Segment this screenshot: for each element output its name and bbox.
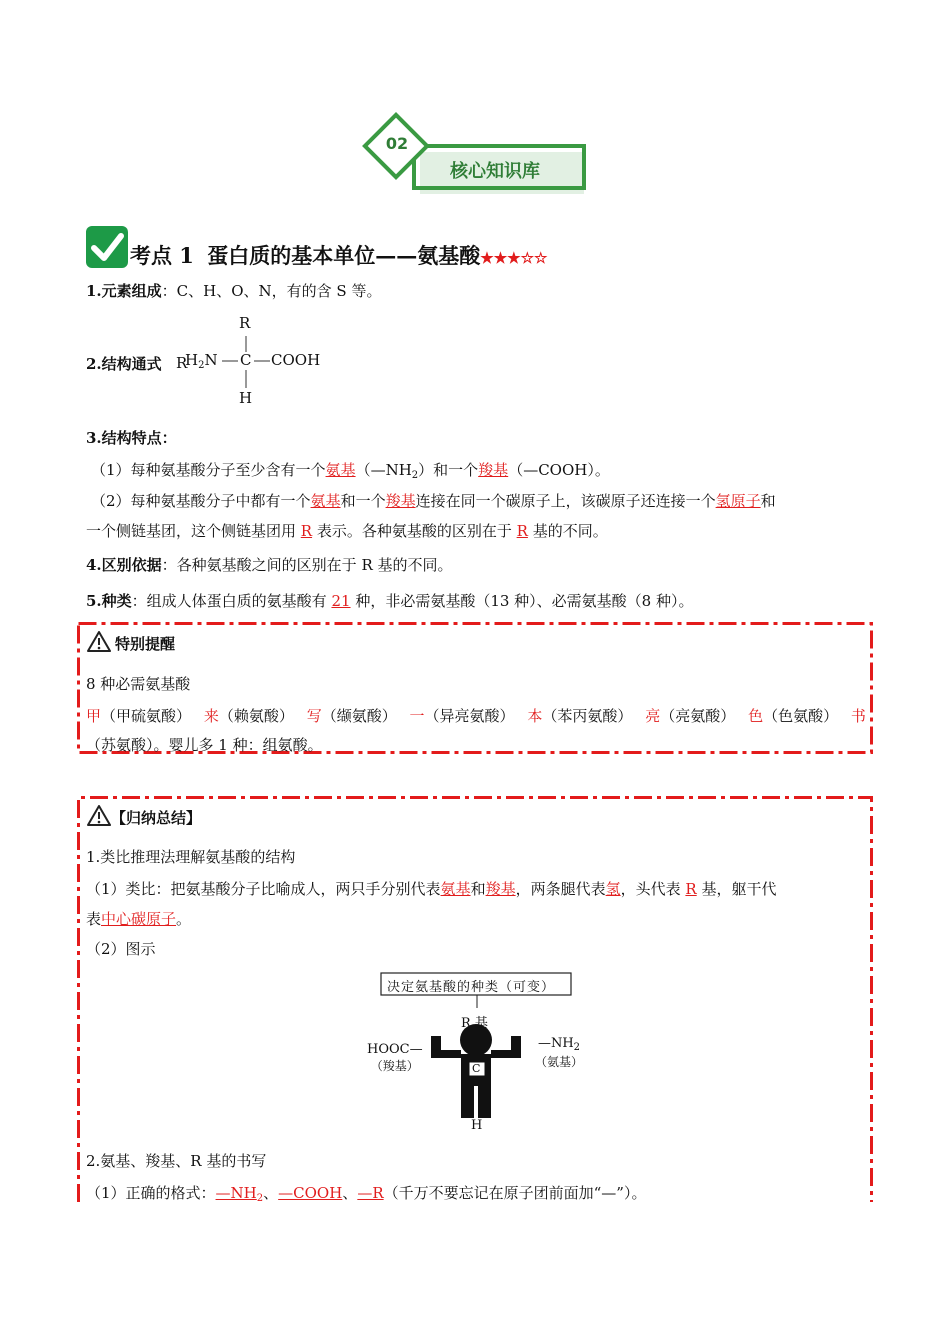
mnemonic-key: 甲 bbox=[86, 707, 102, 725]
mnemonic-item bbox=[645, 705, 735, 726]
mnemonic-value: （赖氨酸） bbox=[218, 707, 294, 725]
answer: —R bbox=[357, 1184, 384, 1202]
text: ：C、H、O、N，有的含 S 等。 bbox=[161, 282, 382, 300]
answer: 羧基 bbox=[485, 880, 516, 898]
formula-label: 2.结构通式 bbox=[86, 355, 162, 373]
fig-h: H bbox=[471, 1118, 483, 1133]
tip-mnemonic bbox=[86, 705, 866, 726]
mnemonic-item bbox=[86, 705, 191, 726]
label: 5.种类 bbox=[86, 592, 132, 610]
formula-h2n bbox=[185, 351, 218, 371]
answer bbox=[216, 1184, 264, 1202]
t: 表示。各种氨基酸的区别在于 bbox=[312, 522, 517, 540]
sub: 2 bbox=[573, 1042, 581, 1053]
badge-title: 核心知识库 bbox=[450, 161, 540, 182]
tip-line3: （苏氨酸）。婴儿多 1 种：组氨酸。 bbox=[86, 736, 323, 754]
summary-p5: 2.氨基、羧基、R 基的书写 bbox=[86, 1152, 267, 1170]
t: 连接在同一个碳原子上，该碳原子还连接一个 bbox=[415, 492, 716, 510]
t: ）和一个 bbox=[418, 461, 479, 479]
mnemonic-key: 一 bbox=[409, 707, 425, 725]
t: 表 bbox=[86, 910, 102, 928]
t: （—COOH）。 bbox=[508, 461, 610, 479]
fig-nh2 bbox=[535, 1036, 583, 1070]
fig-cooh bbox=[367, 1042, 423, 1074]
t: 和 bbox=[760, 492, 776, 510]
mnemonic-value: （甲硫氨酸） bbox=[101, 707, 192, 725]
heading-title: 蛋白质的基本单位——氨基酸 bbox=[207, 243, 481, 268]
fig-c: C bbox=[472, 1062, 481, 1075]
mnemonic-key: 来 bbox=[203, 707, 219, 725]
t: —NH bbox=[215, 1184, 257, 1202]
t: 2 bbox=[411, 470, 419, 481]
t: 、 bbox=[263, 1184, 279, 1202]
label: 4.区别依据 bbox=[86, 556, 162, 574]
answer: 氢原子 bbox=[715, 492, 761, 510]
answer: 氨基 bbox=[310, 492, 341, 510]
feature-3 bbox=[86, 521, 608, 541]
feature-2 bbox=[91, 491, 776, 511]
text: ：各种氨基酸之间的区别在于 R 基的不同。 bbox=[161, 556, 453, 574]
summary-p6 bbox=[86, 1182, 646, 1204]
h: H bbox=[185, 351, 199, 369]
feature-1 bbox=[91, 460, 610, 486]
mnemonic-item bbox=[748, 705, 838, 726]
tip-line1: 8 种必需氨基酸 bbox=[86, 675, 191, 693]
t: ，两条腿代表 bbox=[515, 880, 606, 898]
answer: 氢 bbox=[605, 880, 621, 898]
t: 和 bbox=[470, 880, 486, 898]
check-icon bbox=[86, 226, 128, 268]
answer: R bbox=[516, 522, 528, 540]
answer: R bbox=[300, 522, 313, 540]
formula-r: R bbox=[239, 314, 251, 332]
fig-box-label: 决定氨基酸的种类（可变） bbox=[387, 980, 556, 995]
mnemonic-item bbox=[851, 705, 866, 726]
summary-box bbox=[77, 796, 873, 1202]
badge-graphic bbox=[362, 112, 590, 198]
n: N bbox=[204, 351, 218, 369]
answer: 21 bbox=[331, 592, 351, 610]
t: ，头代表 bbox=[620, 880, 686, 898]
t: ：组成人体蛋白质的氨基酸有 bbox=[131, 592, 332, 610]
r-label: R bbox=[176, 354, 188, 372]
summary-title: 【归纳总结】 bbox=[111, 809, 202, 827]
t: （—NH bbox=[355, 461, 412, 479]
t: （2）每种氨基酸分子中都有一个 bbox=[91, 492, 311, 510]
nh2-name: （氨基） bbox=[535, 1055, 584, 1069]
mnemonic-key: 写 bbox=[306, 707, 322, 725]
mnemonic-value: （亮氨酸） bbox=[660, 707, 736, 725]
answer: 氨基 bbox=[440, 880, 471, 898]
mnemonic-key: 色 bbox=[748, 707, 764, 725]
t: 2 bbox=[256, 1193, 264, 1204]
mnemonic-key: 亮 bbox=[645, 707, 661, 725]
features-label: 3.结构特点： bbox=[86, 429, 177, 447]
mnemonic-value: （苯丙氨酸） bbox=[542, 707, 633, 725]
mnemonic-value: （缬氨酸） bbox=[321, 707, 397, 725]
distinction-basis bbox=[86, 555, 453, 575]
summary-p1: 1.类比推理法理解氨基酸的结构 bbox=[86, 848, 296, 866]
answer: 羧基 bbox=[478, 461, 509, 479]
answer: 羧基 bbox=[385, 492, 416, 510]
t: （千万不要忘记在原子团前面加“—”）。 bbox=[383, 1184, 647, 1202]
label: 1.元素组成 bbox=[86, 282, 162, 300]
warning-icon bbox=[87, 630, 111, 656]
section-heading bbox=[130, 240, 548, 270]
answer: —COOH bbox=[278, 1184, 343, 1202]
cooh: HOOC— bbox=[367, 1042, 423, 1057]
mnemonic-value: （色氨酸） bbox=[763, 707, 839, 725]
t: （1）每种氨基酸分子至少含有一个 bbox=[91, 461, 326, 479]
element-composition bbox=[86, 281, 381, 301]
summary-p4: （2）图示 bbox=[86, 940, 156, 958]
warning-icon bbox=[87, 804, 111, 830]
t: 种，非必需氨基酸（13 种）、必需氨基酸（8 种）。 bbox=[350, 592, 694, 610]
heading-prefix: 考点 1 bbox=[130, 243, 194, 268]
section-badge bbox=[362, 112, 590, 198]
tip-title: 特别提醒 bbox=[115, 635, 176, 653]
t: 基，躯干代 bbox=[696, 880, 777, 898]
badge-number: 02 bbox=[385, 134, 409, 153]
mnemonic-key: 本 bbox=[527, 707, 543, 725]
t: 基的不同。 bbox=[527, 522, 608, 540]
t: 和一个 bbox=[340, 492, 386, 510]
fig-r-base: R 基 bbox=[461, 1016, 488, 1031]
formula-h: H bbox=[239, 389, 253, 407]
rating-stars: ★★★☆☆ bbox=[480, 249, 548, 267]
summary-p3 bbox=[86, 908, 191, 929]
mnemonic-item bbox=[307, 705, 397, 726]
kinds bbox=[86, 591, 693, 611]
sub2: 2 bbox=[198, 360, 205, 371]
answer: R bbox=[685, 880, 697, 898]
mnemonic-item bbox=[410, 705, 515, 726]
nh2: —NH bbox=[537, 1036, 574, 1051]
formula-c: C bbox=[240, 351, 252, 369]
answer: 氨基 bbox=[325, 461, 356, 479]
t: （1）类比：把氨基酸分子比喻成人，两只手分别代表 bbox=[86, 880, 441, 898]
t: （1）正确的格式： bbox=[86, 1184, 216, 1202]
mnemonic-item bbox=[527, 705, 632, 726]
tip-box bbox=[77, 622, 873, 754]
t: 一个侧链基团，这个侧链基团用 bbox=[86, 522, 301, 540]
t: 。 bbox=[176, 910, 192, 928]
mnemonic-value: （异亮氨酸） bbox=[424, 707, 515, 725]
answer: 中心碳原子 bbox=[101, 910, 177, 928]
t: 、 bbox=[342, 1184, 358, 1202]
mnemonic-key: 书 bbox=[850, 707, 866, 725]
mnemonic-item bbox=[204, 705, 294, 726]
formula-cooh: COOH bbox=[271, 351, 321, 369]
cooh-name: （羧基） bbox=[370, 1059, 419, 1073]
summary-p2 bbox=[86, 878, 776, 899]
